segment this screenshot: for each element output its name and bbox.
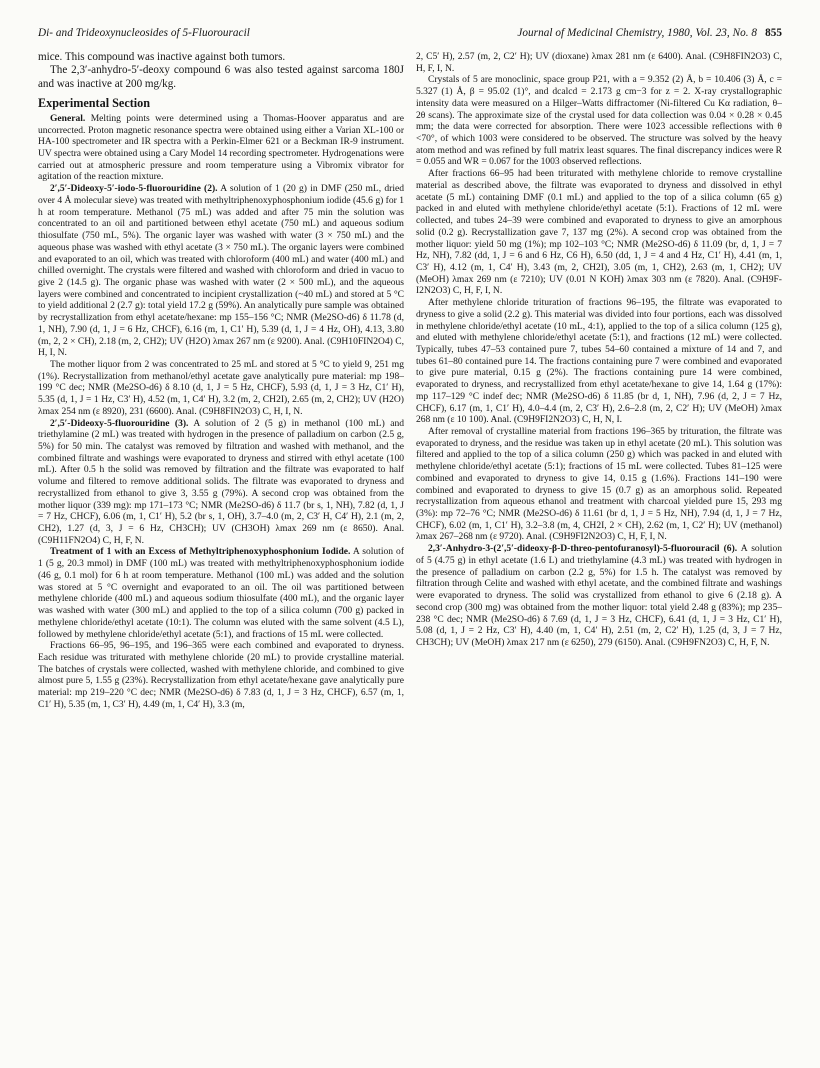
experimental-paragraph [38,546,404,640]
page-number: 855 [765,27,782,39]
run-in-heading: 2′,5′-Dideoxy-5-fluorouridine (3). [50,417,189,429]
experimental-paragraph [416,543,782,648]
paragraph-text: Crystals of 5 are monoclinic, space group P21, with a = 9.352 (2) Å, b = 10.406 (3) Å, c = 5.327 (1) Å, β = 95.02 (1)°, and dcalcd = 2.173 g cm−3 for z = 2. X-ray crystallographic intensity data were measured on a Hilger–Watts diffractomer (Ni-filtered Cu Kα radiation, θ–2θ scans). The approximate size of the crystal used for data collection was 0.04 × 0.28 × 0.45 mm; the data were corrected for absorption. There were 1023 accessible reflections with θ <70°, of which 1003 were considered to be observed. The structure was solved by the heavy atom method and was refined by full matrix least squares. The final discrepancy indices were R = 0.055 and WR = 0.067 for the 1003 observed reflections. [416,74,782,168]
running-header [38,27,782,43]
run-in-heading: Treatment of 1 with an Excess of Methyltriphenoxyphosphonium Iodide. [50,546,351,558]
paragraph-text: Melting points were determined using a Thomas-Hoover apparatus and are uncorrected. Proton magnetic resonance spectra were obtained using either a Varian XL-100 or HA-100 spectrometer and IR spectra with a Perkin-Elmer 621 or a Beckman IR-9 instrument. UV spectra were obtained using a Cary Model 14 recording spectrometer. Hydrogenations were carried out at atmospheric pressure and room temperature using a Vibromix vibrator for agitation of the reaction mixture. [38,112,404,183]
experimental-paragraph [416,297,782,426]
journal-name: Journal of Medicinal Chemistry, 1980, Vol. 23, No. 8 [517,27,758,39]
experimental-paragraph [38,640,404,710]
experimental-paragraph [38,359,404,418]
experimental-paragraph [38,113,404,183]
paragraph-text: A solution of 1 (20 g) in DMF (250 mL, dried over 4 Å molecular sieve) was treated with methyltriphenoxyphosphonium iodide (45.6 g) for 1 h at room temperature. Methanol (75 mL) was added and after 75 min the solution was concentrated to an oil and partitioned between ethyl acetate (750 mL) and aqueous sodium thiosulfate (750 mL, 5%). The organic layer was washed with water (3 × 750 mL) and the aqueous phase was washed with ethyl acetate (3 × 750 mL). The organic layers were combined and evaporated to an oil, which was treated with chloroform (400 mL) and water (400 mL) and chilled overnight. The crystals were filtered and washed with chloroform and dried in vacuo to give 2 (14.5 g). The organic phase was washed with water (2 × 500 mL), and the aqueous layers were combined and concentrated to incipient crystallization (~40 mL) and stored at 5 °C to yield additional 2 (2.7 g): total yield 17.2 g (59%). An analytically pure sample was obtained by recrystallization from ethyl acetate/hexane: mp 155–156 °C; NMR (Me2SO-d6) δ 11.78 (d, 1, NH), 7.90 (d, 1, J = 6 Hz, CHCF), 6.16 (m, 1, C1′ H), 5.39 (d, 1, J = 4 Hz, OH), 4.13, 3.80 (m, 2, 2 × CH), 2.18 (m, 2, CH2); UV (H2O) λmax 267 nm (ε 9200). Anal. (C9H10FIN2O4) C, H, I, N. [38,183,404,359]
right-column [416,51,782,1051]
running-title: Di- and Trideoxynucleosides of 5-Fluorouracil [38,27,250,39]
paragraph-text: A solution of 5 (4.75 g) in ethyl acetate (1.6 L) and triethylamine (4.3 mL) was treated with hydrogen in the presence of palladium on carbon (2.2 g, 5%) for 1.5 h. The catalyst was removed by filtration through Celite and washed with ethyl acetate, and the combined filtrate and washings were evaporated to dryness. The solid was crystallized from ethanol to give 6 (2.18 g). A second crop (300 mg) was obtained from the mother liquor: total yield 2.48 g (83%); mp 235–238 °C dec; NMR (Me2SO-d6) δ 7.69 (d, 1, J = 3 Hz, CHCF), 6.41 (d, 1, J = 3 Hz, C1′ H), 5.08 (d, 1, J = 2 Hz, C3′ H), 4.40 (m, 1, C4′ H), 2.51 (m, 2, C2′ H), 1.25 (d, 3, J = 7 Hz, CH3CH); UV (MeOH) λmax 217 nm (ε 6250), 279 (6150). Anal. (C9H9FN2O3) C, H, F, N. [416,543,782,648]
paragraph-text: Fractions 66–95, 96–195, and 196–365 were each combined and evaporated to dryness. Each residue was triturated with methylene chloride (20 mL) to provide crystalline material. The batches of crystals were collected, washed with methylene chloride, and combined to give almost pure 5, 1.55 g (23%). Recrystallization from ethyl acetate/hexane gave analytically pure material: mp 219–220 °C dec; NMR (Me2SO-d6) δ 7.83 (d, 1, J = 3 Hz, CHCF), 6.57 (m, 1, C1′ H), 5.35 (m, 1, C3′ H), 4.49 (m, 1, C4′ H), 3.3 (m, [38,640,404,710]
run-in-heading: General. [50,112,86,124]
intro-paragraph: The 2,3′-anhydro-5′-deoxy compound 6 was also tested against sarcoma 180J and was inactive at 200 mg/kg. [38,64,404,90]
left-column [38,51,404,1051]
left-paragraphs [38,113,404,711]
section-title: Experimental Section [38,95,151,110]
paragraph-text: A solution of 2 (5 g) in methanol (100 mL) and triethylamine (2 mL) was treated with hydrogen in the presence of palladium on carbon (2.5 g, 5%) for 50 min. The catalyst was removed by filtration and washed with methanol, and the combined filtrate and washings were evaporated to dryness and stirred with ethyl acetate (100 mL). After 0.5 h the solid was removed by filtration and the filtrate was evaporated to half volume and filtered to remove additional solids. The filtrate was evaporated to dryness and recrystallized from ethanol to give 3, 3.55 g (79%). A second crop was obtained from the mother liquor (339 mg): mp 171–173 °C; NMR (Me2SO-d6) δ 11.7 (br s, 1, NH), 7.82 (d, 1, J = 7 Hz, CHCF), 6.06 (m, 1, C1′ H), 5.2 (br s, 1, OH), 3.7–4.0 (m, 2, C3′ H, C4′ H), 2.1 (m, 2, CH2), 1.27 (d, 3, J = 6 Hz, CH3CH); UV (CH3OH) λmax 269 nm (ε 8650). Anal. (C9H11FN2O4) C, H, F, N. [38,417,404,546]
paragraph-text: After methylene chloride trituration of fractions 96–195, the filtrate was evaporated to dryness to give a solid (2.2 g). This material was divided into four portions, each was dissolved in methylene chloride/ethyl acetate (10 mL, 4:1), applied to the top of a silica column (125 g), and eluted with methylene chloride/ethyl acetate (5:1), and fractions (12 mL) were collected. Typically, tubes 47–53 contained pure 7, tubes 54–60 contained a mixture of 14 and 7, and tubes 61–80 contained pure 14. The fractions containing pure 7 were combined and evaporated to give pure material, 0.15 g (2%). The fractions containing pure 14 were combined, evaporated to dryness, and recrystallized from ethyl acetate/hexane to give 14, 1.64 g (17%): mp 117–129 °C indef dec; NMR (Me2SO-d6) δ 11.85 (br d, 1, NH), 7.96 (d, 2, J = 7 Hz, CHCF), 6.17 (m, 1, C1′ H), 4.0–4.4 (m, 2, C3′ H), 2.6–2.8 (m, 2, C2′ H); UV (MeOH) λmax 268 nm (ε 10 100). Anal. (C9H9FI2N2O3) C, H, N, I. [416,297,782,426]
paragraph-text: The mother liquor from 2 was concentrated to 25 mL and stored at 5 °C to yield 9, 251 mg (1%). Recrystallization from methanol/ethyl acetate gave analytically pure material: mp 198–199 °C dec; NMR (Me2SO-d6) δ 8.10 (d, 1, J = 5 Hz, CHCF), 5.93 (d, 1, J = 3 Hz, C1′ H), 5.35 (d, 1, J = 1 Hz, C3′ H), 4.52 (m, 1, C4′ H), 3.2 (m, 2, CH2I), 2.65 (m, 2, CH2); UV (H2O) λmax 254 nm (ε 8920), 231 (6600). Anal. (C9H8FIN2O3) C, H, I, N. [38,358,404,417]
paragraph-text: A solution of 1 (5 g, 20.3 mmol) in DMF (100 mL) was treated with methyltriphenoxyphosphonium iodide (46 g, 0.1 mol) for 6 h at room temperature. Methanol (100 mL) was added and the solution was stored at 5 °C overnight and evaporated to an oil. The oil was partitioned between methylene chloride (400 mL) and aqueous sodium thiosulfate (400 mL), and the organic layer was washed with water (300 mL) and applied to the top of a silica column (700 g) packed in methylene chloride/ethyl acetate (10:1). The column was eluted with the same solvent (4.5 L), followed by methylene chloride/ethyl acetate (5:1), and fractions of 15 mL were collected. [38,546,404,640]
journal-citation [517,27,782,39]
paragraph-text: 2, C5′ H), 2.57 (m, 2, C2′ H); UV (dioxane) λmax 281 nm (ε 6400). Anal. (C9H8FIN2O3) C, H, F, I, N. [416,51,782,74]
experimental-paragraph [416,51,782,74]
right-paragraphs [416,51,782,649]
experimental-paragraph [416,426,782,543]
experimental-paragraph [416,168,782,297]
paragraph-text: After removal of crystalline material from fractions 196–365 by trituration, the filtrate was evaporated to dryness, and the residue was taken up in ethyl acetate (20 mL). This solution was filtered and applied to the top of a silica column (250 g) which was packed in and eluted with methylene chloride/ethyl acetate (5:1); fractions of 15 mL were collected. Tubes 81–125 were combined and evaporated to dryness to give 14, 0.15 g (1.6%). Fractions 141–190 were combined and evaporated to dryness to give 15 (0.7 g) as an amorphous solid. Repeated recrystallization from aqueous ethanol and treatment with charcoal yielded pure 15, 293 mg (3%): mp 72–76 °C; NMR (Me2SO-d6) δ 11.61 (br d, 1, J = 5 Hz, NH), 7.94 (d, 1, J = 7 Hz, CHCF), 6.02 (m, 1, C1′ H), 3.2–3.8 (m, 4, CH2I, 2 × CH), 2.62 (m, 1, C2′ H); UV (methanol) λmax 267–268 nm (ε 9720). Anal. (C9H9FI2N2O3) C, H, F, I, N. [416,426,782,543]
experimental-paragraph [38,418,404,547]
run-in-heading: 2′,5′-Dideoxy-5′-iodo-5-fluorouridine (2). [50,183,218,195]
intro-line: mice. This compound was inactive against both tumors. [38,51,286,63]
experimental-paragraph [416,74,782,168]
experimental-paragraph [38,183,404,359]
paragraph-text: After fractions 66–95 had been triturated with methylene chloride to remove crystalline material as described above, the filtrate was evaporated to dryness and dissolved in ethyl acetate (5 mL) containing DMF (0.1 mL) and applied to the top of a silica column (65 g) packed in and eluted with methylene chloride/ethyl acetate (5:1). Fractions of 12 mL were collected, and tubes 24–39 were combined and evaporated to dryness to give an amorphous solid (0.2 g). Recrystallization gave 7, 137 mg (2%). A second crop was obtained from the mother liquor: yield 50 mg (1%); mp 102–103 °C; NMR (Me2SO-d6) δ 11.09 (br, d, 1, J = 7 Hz, NH), 7.82 (dd, 1, J = 6 and 6 Hz, C6 H), 6.50 (dd, 1, J = 4 and 4 Hz, C1′ H), 4.41 (m, 1, C3′ H), 4.12 (m, 1, C4′ H), 3.43 (m, 2, CH2I), 3.05 (m, 1, CH2), 2.63 (m, 1, CH2); UV (MeOH) λmax 269 nm (ε 7210); UV (0.01 N KOH) λmax 303 nm (ε 7820). Anal. (C9H9F-I2N2O3) C, H, F, I, N. [416,168,782,297]
run-in-heading: 2,3′-Anhydro-3-(2′,5′-dideoxy-β-D-threo-pentofuranosyl)-5-fluorouracil (6). [428,543,738,555]
